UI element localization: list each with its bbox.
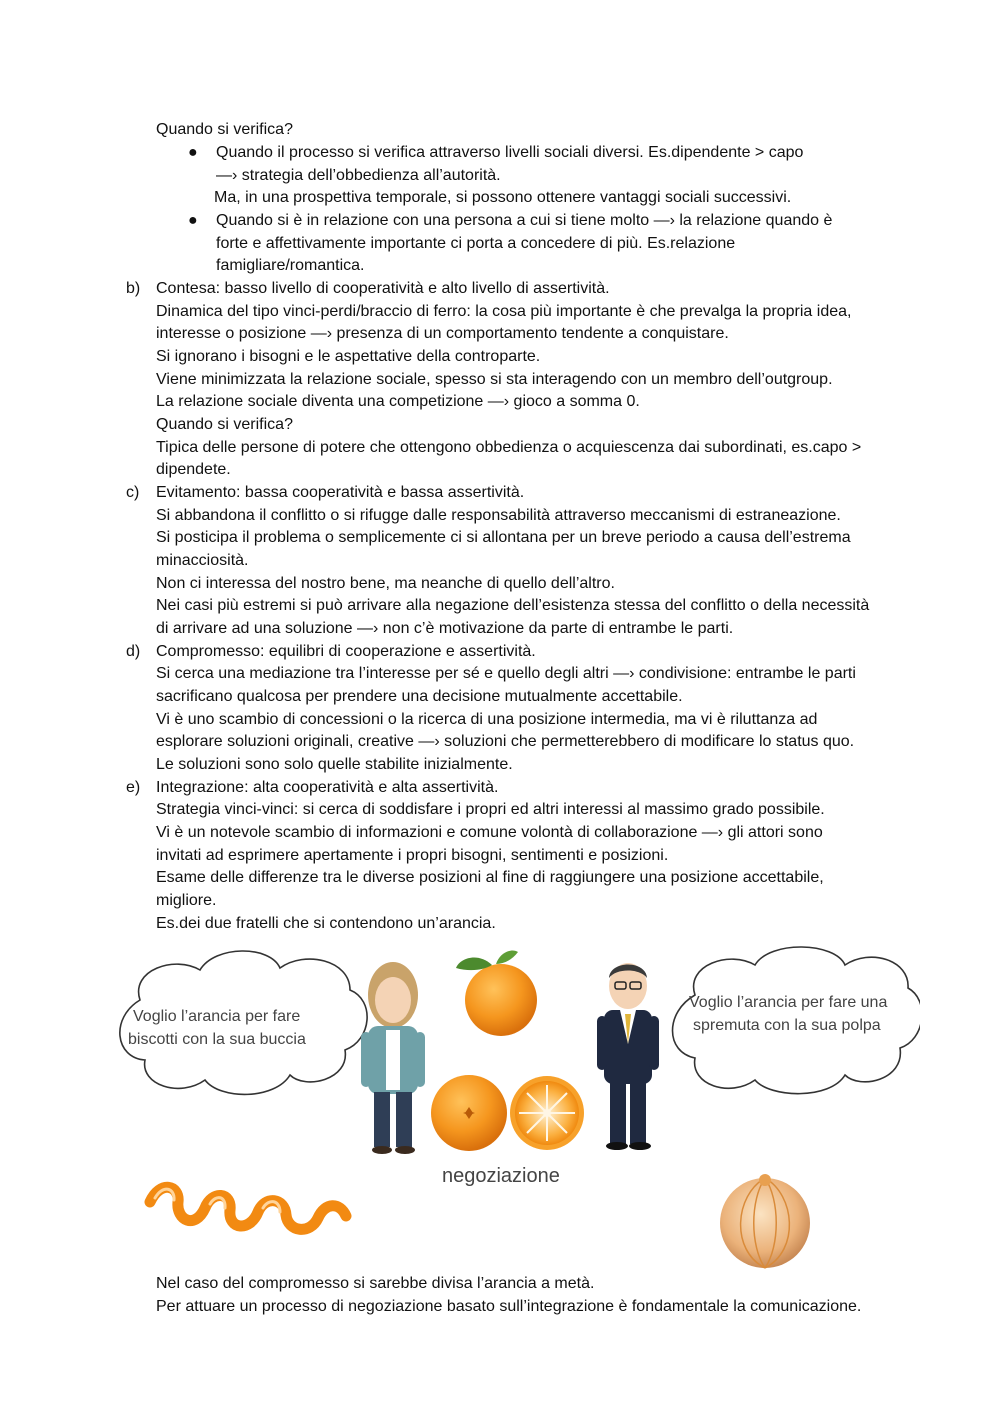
orange-peel-spiral-icon [150,1187,346,1229]
section-b-line: dipendete. [156,461,231,478]
left-cloud-line: Voglio l’arancia per fare [133,1008,301,1025]
bullet-1-line: Quando il processo si verifica attraverso livelli sociali diversi. Es.dipendente > capo [216,144,804,161]
section-d-line: sacrificano qualcosa per prendere una decisione mutualmente accettabile. [156,688,683,705]
section-marker-b: b) [126,280,141,297]
section-e-line: Esame delle differenze tra le diverse posizioni al fine di raggiungere una posizione accettabile, [156,869,824,886]
left-thought-cloud [120,951,367,1094]
bullet-dot: ● [188,212,198,229]
section-b-line: La relazione sociale diventa una competizione —› gioco a somma 0. [156,393,640,410]
closing-line: Nel caso del compromesso si sarebbe divisa l’arancia a metà. [156,1275,595,1292]
right-cloud-line: spremuta con la sua polpa [693,1017,881,1034]
section-c-line: minacciosità. [156,552,249,569]
section-b-line: interesse o posizione —› presenza di un comportamento tendente a conquistare. [156,325,729,342]
section-c-line: di arrivare ad una soluzione —› non c’è motivazione da parte di entrambe le parti. [156,620,734,637]
section-d-line: Vi è uno scambio di concessioni o la ricerca di una posizione intermedia, ma vi è riluttanza ad [156,711,818,728]
section-e-line: Vi è un notevole scambio di informazioni e comune volontà di collaborazione —› gli attori sono [156,824,823,841]
section-d-heading: Compromesso: equilibri di cooperazione e assertività. [156,643,536,660]
section-c-line: Non ci interessa del nostro bene, ma neanche di quello dell’altro. [156,575,615,592]
section-marker-d: d) [126,643,141,660]
orange-halves-icon [431,1075,584,1151]
woman-figure-icon [361,962,425,1154]
man-figure-icon [597,963,659,1150]
section-d-line: Si cerca una mediazione tra l’interesse per sé e quello degli altri —› condivisione: entrambe le parti [156,665,856,682]
section-b-line: Si ignorano i bisogni e le aspettative della controparte. [156,348,541,365]
section-e-line: invitati ad esprimere apertamente i propri bisogni, sentimenti e posizioni. [156,847,669,864]
section-e-line: Es.dei due fratelli che si contendono un’arancia. [156,915,496,932]
bullet-2-line: forte e affettivamente importante ci porta a concedere di più. Es.relazione [216,235,736,252]
negotiation-illustration [100,940,920,1280]
peeled-orange-icon [720,1174,810,1268]
bullet-dot: ● [188,144,198,161]
section-b-line: Quando si verifica? [156,416,293,433]
bullet-1-line: —› strategia dell’obbedienza all’autorità. [216,167,501,184]
section-e-line: Strategia vinci-vinci: si cerca di soddisfare i propri ed altri interessi al massimo grado possibile. [156,801,825,818]
right-thought-cloud [673,947,921,1094]
orange-whole-icon [456,951,537,1037]
section-b-line: Tipica delle persone di potere che ottengono obbedienza o acquiescenza dai subordinati, es.capo > [156,439,862,456]
section-c-line: Si posticipa il problema o semplicemente ci si allontana per un breve periodo a causa dell’estrema [156,529,851,546]
section-b-heading: Contesa: basso livello di cooperatività e alto livello di assertività. [156,280,610,297]
section-marker-c: c) [126,484,140,501]
section-b-line: Dinamica del tipo vinci-perdi/braccio di ferro: la cosa più importante è che prevalga la propria idea, [156,303,852,320]
intro-question: Quando si verifica? [156,121,293,138]
negotiation-caption: negoziazione [442,1165,560,1187]
section-b-line: Viene minimizzata la relazione sociale, spesso si sta interagendo con un membro dell’outgroup. [156,371,833,388]
section-c-heading: Evitamento: bassa cooperatività e bassa assertività. [156,484,525,501]
section-e-line: migliore. [156,892,217,909]
left-cloud-line: biscotti con la sua buccia [128,1031,306,1048]
section-d-line: Le soluzioni sono solo quelle stabilite inizialmente. [156,756,513,773]
bullet-note: Ma, in una prospettiva temporale, si possono ottenere vantaggi sociali successivi. [214,189,792,206]
section-marker-e: e) [126,779,141,796]
bullet-2-line: Quando si è in relazione con una persona a cui si tiene molto —› la relazione quando è [216,212,833,229]
closing-line: Per attuare un processo di negoziazione basato sull’integrazione è fondamentale la comunicazione. [156,1298,862,1315]
section-d-line: esplorare soluzioni originali, creative —› soluzioni che permetterebbero di modificare lo status quo. [156,733,855,750]
bullet-2-line: famigliare/romantica. [216,257,365,274]
section-e-heading: Integrazione: alta cooperatività e alta assertività. [156,779,499,796]
right-cloud-line: Voglio l’arancia per fare una [689,994,888,1011]
section-c-line: Si abbandona il conflitto o si rifugge dalle responsabilità attraverso meccanismi di estraneazione. [156,507,841,524]
section-c-line: Nei casi più estremi si può arrivare alla negazione dell’esistenza stessa del conflitto o della necessità [156,597,870,614]
